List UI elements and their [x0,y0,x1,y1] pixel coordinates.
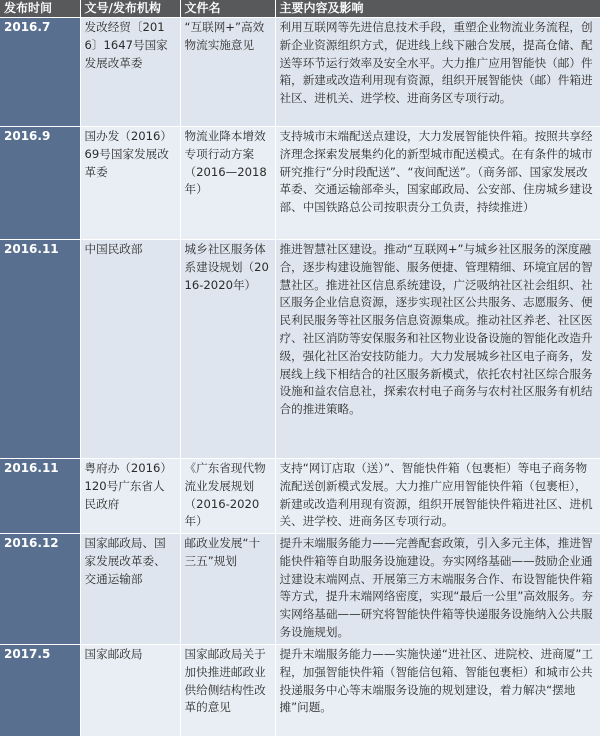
cell-org: 粤府办（2016）120号广东省人民政府 [80,459,180,534]
cell-file: 物流业降本增效专项行动方案（2016—2018年） [180,127,275,240]
cell-date: 2016.12 [0,534,80,645]
table-row [0,534,600,645]
cell-org: 国家邮政局、国家发展改革委、交通运输部 [80,534,180,645]
cell-file: 国家邮政局关于加快推进邮政业供给侧结构性改革的意见 [180,645,275,737]
cell-content: 支持“网订店取（送）”、智能快件箱（包裹柜）等电子商务物流配送创新模式发展。大力推广应用智能快件箱（包裹柜），新建或改造利用现有资源，组织开展智能快件箱进社区、进机关、进学校、进商务区专项行动。 [275,459,600,534]
table-row [0,127,600,240]
cell-content: 提升末端服务能力——完善配套政策，引入多元主体，推进智能快件箱等自助服务设施建设。夯实网络基础——鼓励企业通过建设末端网点、开展第三方末端服务合作、布设智能快件箱等方式，提升末端网络密度，实现“最后一公里”高效服务。夯实网络基础——研究将智能快件箱等快递服务设施纳入公共服务设施规划。 [275,534,600,645]
cell-org: 发改经贸〔2016〕1647号国家发展改革委 [80,18,180,127]
cell-content: 提升末端服务能力——实施快递“进社区、进院校、进商厦”工程，加强智能快件箱（智能信包箱、智能包裹柜）和城市公共投递服务中心等末端服务设施的规划建设，着力解决“摆地摊”问题。 [275,645,600,737]
cell-date: 2016.11 [0,459,80,534]
cell-content: 利用互联网等先进信息技术手段，重塑企业物流业务流程，创新企业资源组织方式，促进线上线下融合发展，提高仓储、配送等环节运行效率及安全水平。大力推广应用智能快（邮）件箱，新建或改造利用现有资源，组织开展智能快（邮）件箱进社区、进机关、进学校、进商务区专项行动。 [275,18,600,127]
cell-file: 《广东省现代物流业发展规划（2016-2020年） [180,459,275,534]
cell-org: 国办发（2016）69号国家发展改革委 [80,127,180,240]
table-row [0,459,600,534]
cell-date: 2017.5 [0,645,80,737]
header-org: 文号/发布机构 [80,0,180,18]
cell-date: 2016.11 [0,240,80,459]
table-row [0,240,600,459]
header-date: 发布时间 [0,0,80,18]
cell-date: 2016.7 [0,18,80,127]
cell-org: 国家邮政局 [80,645,180,737]
header-file: 文件名 [180,0,275,18]
cell-org: 中国民政部 [80,240,180,459]
cell-file: “互联网+”高效物流实施意见 [180,18,275,127]
table-row [0,18,600,127]
cell-date: 2016.9 [0,127,80,240]
cell-content: 推进智慧社区建设。推动“互联网+”与城乡社区服务的深度融合，逐步构建设施智能、服务便捷、管理精细、环境宜居的智慧社区。推进社区信息系统建设，广泛吸纳社区社会组织、社区服务企业信息资源，逐步实现社区公共服务、志愿服务、便民利民服务等社区服务信息资源集成。推动社区养老、社区医疗、社区消防等安保服务和社区物业设备设施的智能化改造升级，强化社区治安技防能力。大力发展城乡社区电子商务，发展线上线下相结合的社区服务新模式，依托农村社区综合服务设施和益农信息社，探索农村电子商务与农村社区服务有机结合的推进策略。 [275,240,600,459]
table-row [0,645,600,737]
cell-file: 城乡社区服务体系建设规划（2016-2020年） [180,240,275,459]
header-content: 主要内容及影响 [275,0,600,18]
cell-content: 支持城市末端配送点建设，大力发展智能快件箱。按照共享经济理念探索发展集约化的新型城市配送模式。在有条件的城市研究推行“分时段配送”、“夜间配送”。（商务部、国家发展改革委、交通运输部牵头，国家邮政局、公安部、住房城乡建设部、中国铁路总公司按职责分工负责，持续推进） [275,127,600,240]
cell-file: 邮政业发展“十三五”规划 [180,534,275,645]
header-row [0,0,600,18]
